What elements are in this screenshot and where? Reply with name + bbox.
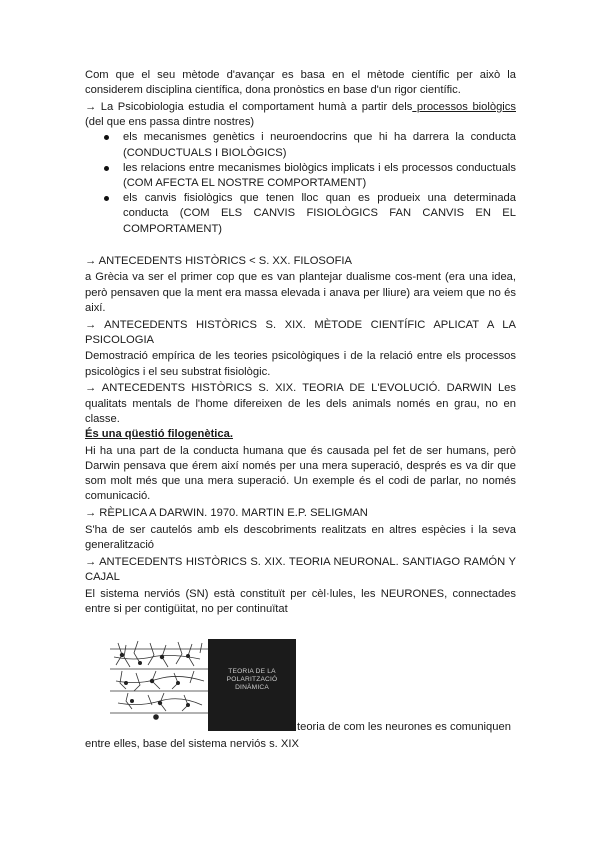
definition-text: → La Psicobiologia estudia el comportament humà a partir dels: [85, 100, 413, 113]
intro-paragraph: Com que el seu mètode d'avançar es basa en el mètode científic per això la considerem disciplina científica, dona pronòstics en base d'un rigor científic.: [85, 69, 516, 97]
heading-seligman: → RÈPLICA A DARWIN. 1970. MARTIN E.P. SELIGMAN: [85, 506, 368, 519]
list-item-text: els canvis fisiològics que tenen lloc quan es produeix una determinada conducta (COM ELS CANVIS FISIOLÒGICS FAN CANVIS EN EL COMPORTAMENT): [123, 192, 516, 235]
heading-philosophy: → ANTECEDENTS HISTÒRICS < S. XX. FILOSOFIA: [85, 254, 352, 267]
bullet-icon: [104, 196, 109, 201]
figure-caption-inline: teoria de com les neurones es comuniquen: [297, 720, 511, 733]
definition-aside: (del que ens passa dintre nostres): [85, 116, 255, 129]
figure-row: [85, 639, 516, 731]
psychobiology-definition: [85, 100, 516, 130]
neuron-sketch-image: [104, 639, 214, 723]
text-seligman: S'ha de ser cautelós amb els descobriments realitzats en altres espècies i la seva generalització: [85, 523, 516, 551]
figure-caption-continued: entre elles, base del sistema nerviós s. XIX: [85, 737, 299, 750]
bold-statement: És una qüestió filogenètica.: [85, 427, 233, 440]
list-item-text: les relacions entre mecanismes biològics implicats i els processos conductuals (COM AFECTA EL NOSTRE COMPORTAMENT): [123, 161, 516, 189]
definition-underlined: processos biològics: [412, 100, 516, 113]
heading-scientific-method: → ANTECEDENTS HISTÒRICS S. XIX. MÈTODE CIENTÍFIC APLICAT A LA PSICOLOGIA: [85, 318, 516, 346]
heading-neuron-theory: → ANTECEDENTS HISTÒRICS S. XIX. TEORIA NEURONAL. SANTIAGO RAMÓN Y CAJAL: [85, 555, 516, 583]
list-item-text: els mecanismes genètics i neuroendocrins que hi ha darrera la conducta (CONDUCTUALS I BIOLÒGICS): [123, 131, 516, 159]
image-title-line: TEORIA DE LA: [228, 667, 276, 675]
bullet-list: [85, 130, 516, 236]
list-item: [85, 191, 516, 237]
document-body: [85, 68, 516, 752]
text-philosophy: a Grècia va ser el primer cop que es van plantejar dualisme cos-ment (era una idea, però pensaven que la ment era massa elevada i anava per lliure) ara veiem que no és així.: [85, 271, 516, 314]
image-title: [208, 668, 296, 692]
image-title-line: DINÀMICA: [235, 683, 269, 691]
bullet-icon: [104, 135, 109, 140]
bullet-icon: [104, 166, 109, 171]
heading-evolution: → ANTECEDENTS HISTÒRICS S. XIX. TEORIA DE L'EVOLUCIÓ. DARWIN Les qualitats mentals de l'home difereixen de les dels animals només en grau, no en classe.: [85, 382, 516, 425]
list-item: [85, 130, 516, 160]
image-title-line: POLARITZACIÓ: [226, 675, 278, 683]
text-scientific-method: Demostració empírica de les teories psicològiques i de la relació entre els processos psicològics i el seu substrat fisiològic.: [85, 350, 516, 378]
text-neuron-theory: El sistema nerviós (SN) està constituït per cèl·lules, les NEURONES, connectades entre si per contigüitat, no per continuïtat: [85, 587, 516, 615]
theory-image: [208, 639, 296, 731]
list-item: [85, 161, 516, 191]
spacer: [85, 237, 516, 254]
text-evolution: Hi ha una part de la conducta humana que és causada pel fet de ser humans, però Darwin pensava que érem així només per una mera superació, després es va dir que som molt més que una mera superació. Un exemple és el codi de parlar, no només comunicació.: [85, 444, 516, 503]
